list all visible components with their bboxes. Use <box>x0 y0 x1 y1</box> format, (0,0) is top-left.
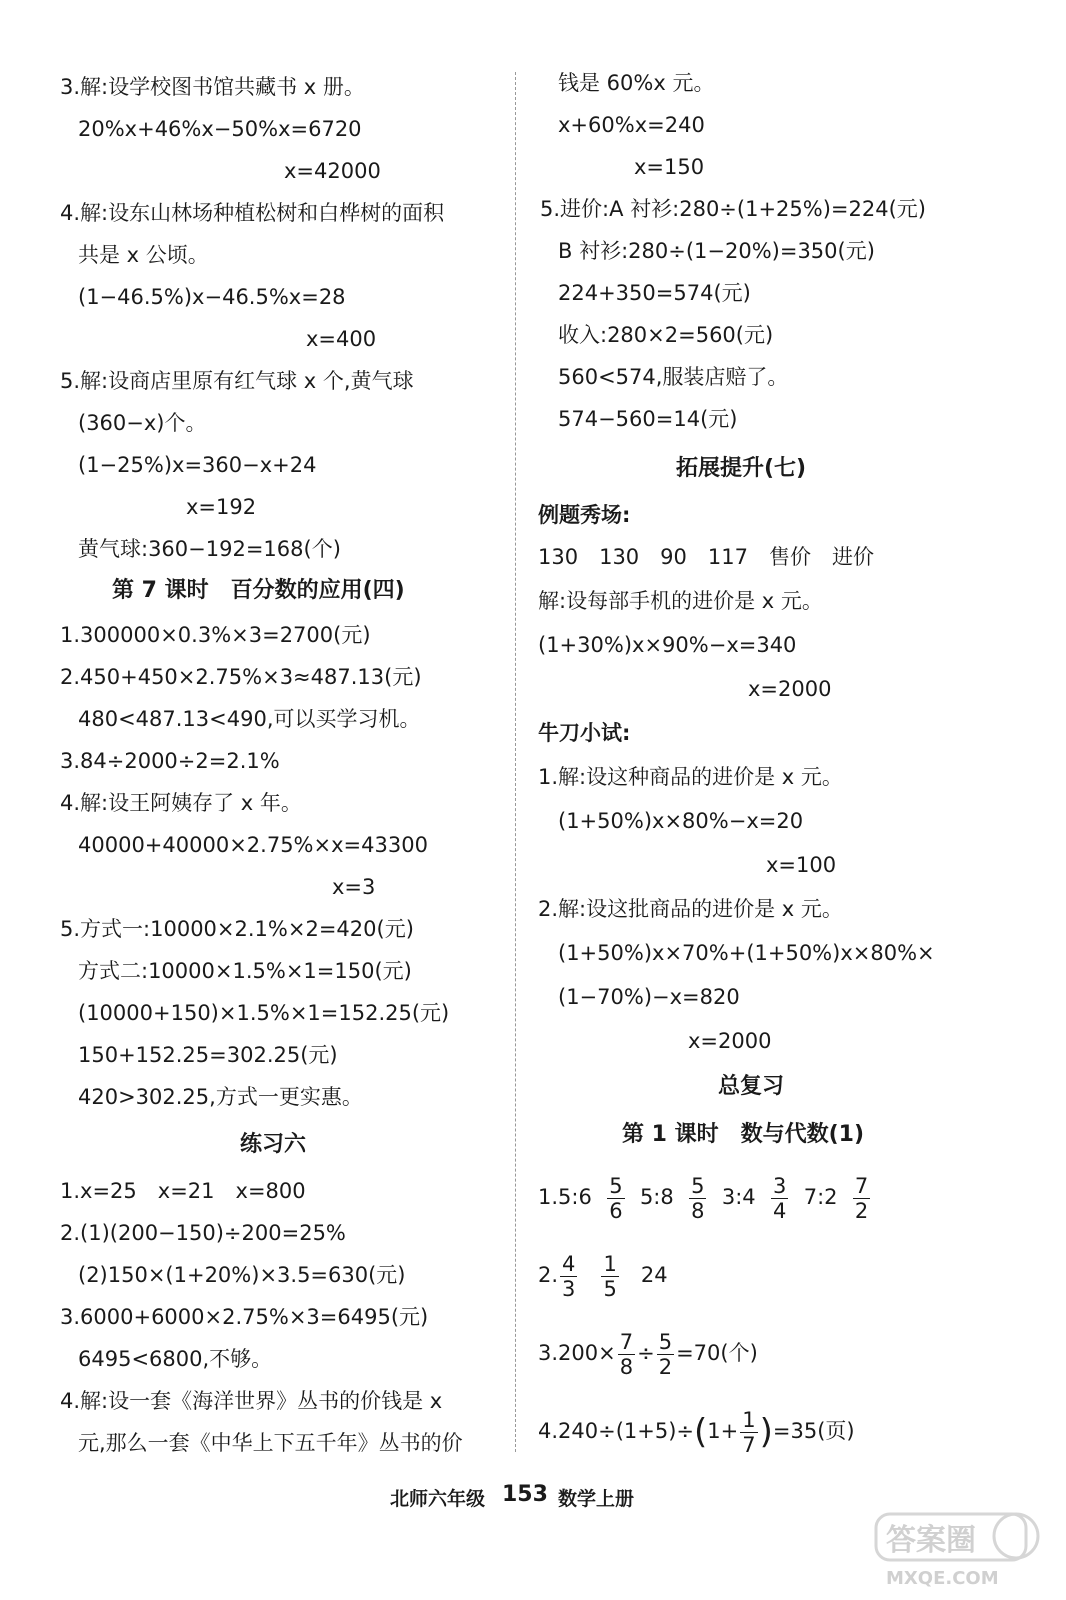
denominator: 8 <box>619 1354 634 1379</box>
equation: (1−46.5%)x−46.5%x=28 <box>78 285 346 309</box>
answer-line: 224+350=574(元) <box>558 281 751 305</box>
answer-line: 5.方式一:10000×2.1%×2=420(元) <box>60 917 414 941</box>
answer-line: 574−560=14(元) <box>558 407 738 431</box>
numerator: 7 <box>854 1173 869 1198</box>
numerator: 5 <box>691 1173 705 1198</box>
section-heading: 总复习 <box>718 1074 785 1099</box>
answer-line: 3.84÷2000÷2=2.1% <box>60 749 280 773</box>
denominator: 4 <box>772 1198 787 1223</box>
answer-line: (360−x)个。 <box>78 411 207 435</box>
expression-part: 1+ <box>707 1419 739 1443</box>
equation-result: x=2000 <box>688 1029 772 1053</box>
fraction <box>601 1252 618 1301</box>
fraction-answer-line <box>538 1404 855 1459</box>
answer-line: 5.进价:A 衬衫:280÷(1+25%)=224(元) <box>540 197 926 221</box>
equation-result: x=150 <box>634 155 705 179</box>
expression-part: 3.200× <box>538 1341 616 1365</box>
equation-result: x=100 <box>766 853 837 877</box>
answer-line: 4.解:设王阿姨存了 x 年。 <box>60 791 302 815</box>
equation: 20%x+46%x−50%x=6720 <box>78 117 362 141</box>
answer-line: 1.解:设这种商品的进价是 x 元。 <box>538 765 843 789</box>
page-number: 153 <box>502 1482 548 1507</box>
answer-line: 解:设每部手机的进价是 x 元。 <box>538 589 823 613</box>
answer-line: 4.解:设一套《海洋世界》丛书的价钱是 x <box>60 1389 443 1413</box>
close-paren: ) <box>759 1412 773 1452</box>
column-divider <box>515 72 516 1452</box>
answer-line: 共是 x 公顷。 <box>78 243 209 267</box>
subsection-label: 例题秀场: <box>538 503 631 527</box>
equation: (1−70%)−x=820 <box>558 985 740 1009</box>
answer-line: (10000+150)×1.5%×1=152.25(元) <box>78 1001 450 1025</box>
equation: x+60%x=240 <box>558 113 705 137</box>
fraction <box>618 1330 635 1379</box>
answer-line: 3.解:设学校图书馆共藏书 x 册。 <box>60 75 365 99</box>
fraction-answer-line <box>538 1170 872 1224</box>
equation: (1+30%)x×90%−x=340 <box>538 633 797 657</box>
section-heading: 拓展提升(七) <box>676 456 807 481</box>
fraction <box>560 1252 577 1301</box>
answer-line: 4.解:设东山林场种植松树和白桦树的面积 <box>60 201 445 225</box>
answer-line: 钱是 60%x 元。 <box>558 71 715 95</box>
fraction <box>607 1174 624 1223</box>
fraction <box>740 1408 757 1457</box>
subsection-label: 牛刀小试: <box>538 721 631 745</box>
section-heading: 第 7 课时 百分数的应用(四) <box>112 578 405 603</box>
ratio: 5:8 <box>639 1185 674 1209</box>
expression-part: 4.240÷(1+5)÷ <box>538 1419 695 1443</box>
answer-line: 560<574,服装店赔了。 <box>558 365 789 389</box>
denominator: 7 <box>742 1432 756 1457</box>
fraction <box>771 1174 788 1223</box>
watermark-logo <box>866 1508 1046 1592</box>
equation-result: x=192 <box>186 495 257 519</box>
answer-line: (2)150×(1+20%)×3.5=630(元) <box>78 1263 406 1287</box>
equation-result: x=400 <box>306 327 377 351</box>
answer-line: 黄气球:360−192=168(个) <box>78 537 341 561</box>
answer-line: 150+152.25=302.25(元) <box>78 1043 338 1067</box>
fraction <box>853 1174 870 1223</box>
answer-line: 1.x=25 x=21 x=800 <box>60 1179 306 1203</box>
question-number: 2. <box>538 1263 559 1287</box>
answer-line: 收入:280×2=560(元) <box>558 323 774 347</box>
answer-line: 2.解:设这批商品的进价是 x 元。 <box>538 897 843 921</box>
answer-line: 5.解:设商店里原有红气球 x 个,黄气球 <box>60 369 414 393</box>
ratio: 5:6 <box>558 1185 592 1209</box>
fraction <box>689 1174 706 1223</box>
equation-result: x=42000 <box>284 159 381 183</box>
operator: ÷ <box>637 1341 655 1365</box>
answer-line: 6495<6800,不够。 <box>78 1347 273 1371</box>
denominator: 3 <box>562 1276 576 1301</box>
svg-text:答案圈: 答案圈 <box>886 1523 976 1558</box>
numerator: 1 <box>603 1251 617 1276</box>
numerator: 3 <box>772 1173 787 1198</box>
numerator: 7 <box>619 1329 634 1354</box>
answer-value: 24 <box>640 1263 668 1287</box>
numerator: 4 <box>562 1251 576 1276</box>
fraction-answer-line <box>538 1326 758 1380</box>
answer-line: 1.300000×0.3%×3=2700(元) <box>60 623 371 647</box>
equation: (1+50%)x×80%−x=20 <box>558 809 804 833</box>
footer-book: 数学上册 <box>558 1488 635 1510</box>
section-heading: 练习六 <box>240 1132 307 1157</box>
numerator: 5 <box>658 1329 673 1354</box>
equation: 40000+40000×2.75%×x=43300 <box>78 833 428 857</box>
fraction-answer-line <box>538 1248 668 1302</box>
denominator: 2 <box>854 1198 869 1223</box>
equation-result: x=3 <box>332 875 376 899</box>
question-number: 1. <box>538 1185 559 1209</box>
denominator: 5 <box>603 1276 617 1301</box>
equation-result: x=2000 <box>748 677 832 701</box>
answer-line: 3.6000+6000×2.75%×3=6495(元) <box>60 1305 429 1329</box>
answer-line: 2.(1)(200−150)÷200=25% <box>60 1221 346 1245</box>
numerator: 5 <box>609 1173 623 1198</box>
ratio: 7:2 <box>803 1185 838 1209</box>
footer-grade: 北师六年级 <box>390 1488 486 1510</box>
fraction <box>657 1330 674 1379</box>
expression-part: =70(个) <box>676 1341 758 1365</box>
expression-part: =35(页) <box>772 1419 855 1443</box>
denominator: 2 <box>658 1354 673 1379</box>
numerator: 1 <box>742 1407 756 1432</box>
answer-line: B 衬衫:280÷(1−20%)=350(元) <box>558 239 875 263</box>
answer-line: 420>302.25,方式一更实惠。 <box>78 1085 363 1109</box>
equation: (1−25%)x=360−x+24 <box>78 453 317 477</box>
section-heading: 第 1 课时 数与代数(1) <box>622 1122 865 1147</box>
answer-line: 480<487.13<490,可以买学习机。 <box>78 707 421 731</box>
svg-text:MXQE.COM: MXQE.COM <box>886 1568 999 1589</box>
ratio: 3:4 <box>721 1185 756 1209</box>
answer-line: 130 130 90 117 售价 进价 <box>538 545 874 569</box>
answer-line: 元,那么一套《中华上下五千年》丛书的价 <box>78 1431 463 1455</box>
answer-line: 方式二:10000×1.5%×1=150(元) <box>78 959 412 983</box>
answer-line: 2.450+450×2.75%×3≈487.13(元) <box>60 665 422 689</box>
denominator: 8 <box>691 1198 705 1223</box>
open-paren: ( <box>694 1412 708 1452</box>
denominator: 6 <box>609 1198 623 1223</box>
equation: (1+50%)x×70%+(1+50%)x×80%× <box>558 941 935 965</box>
